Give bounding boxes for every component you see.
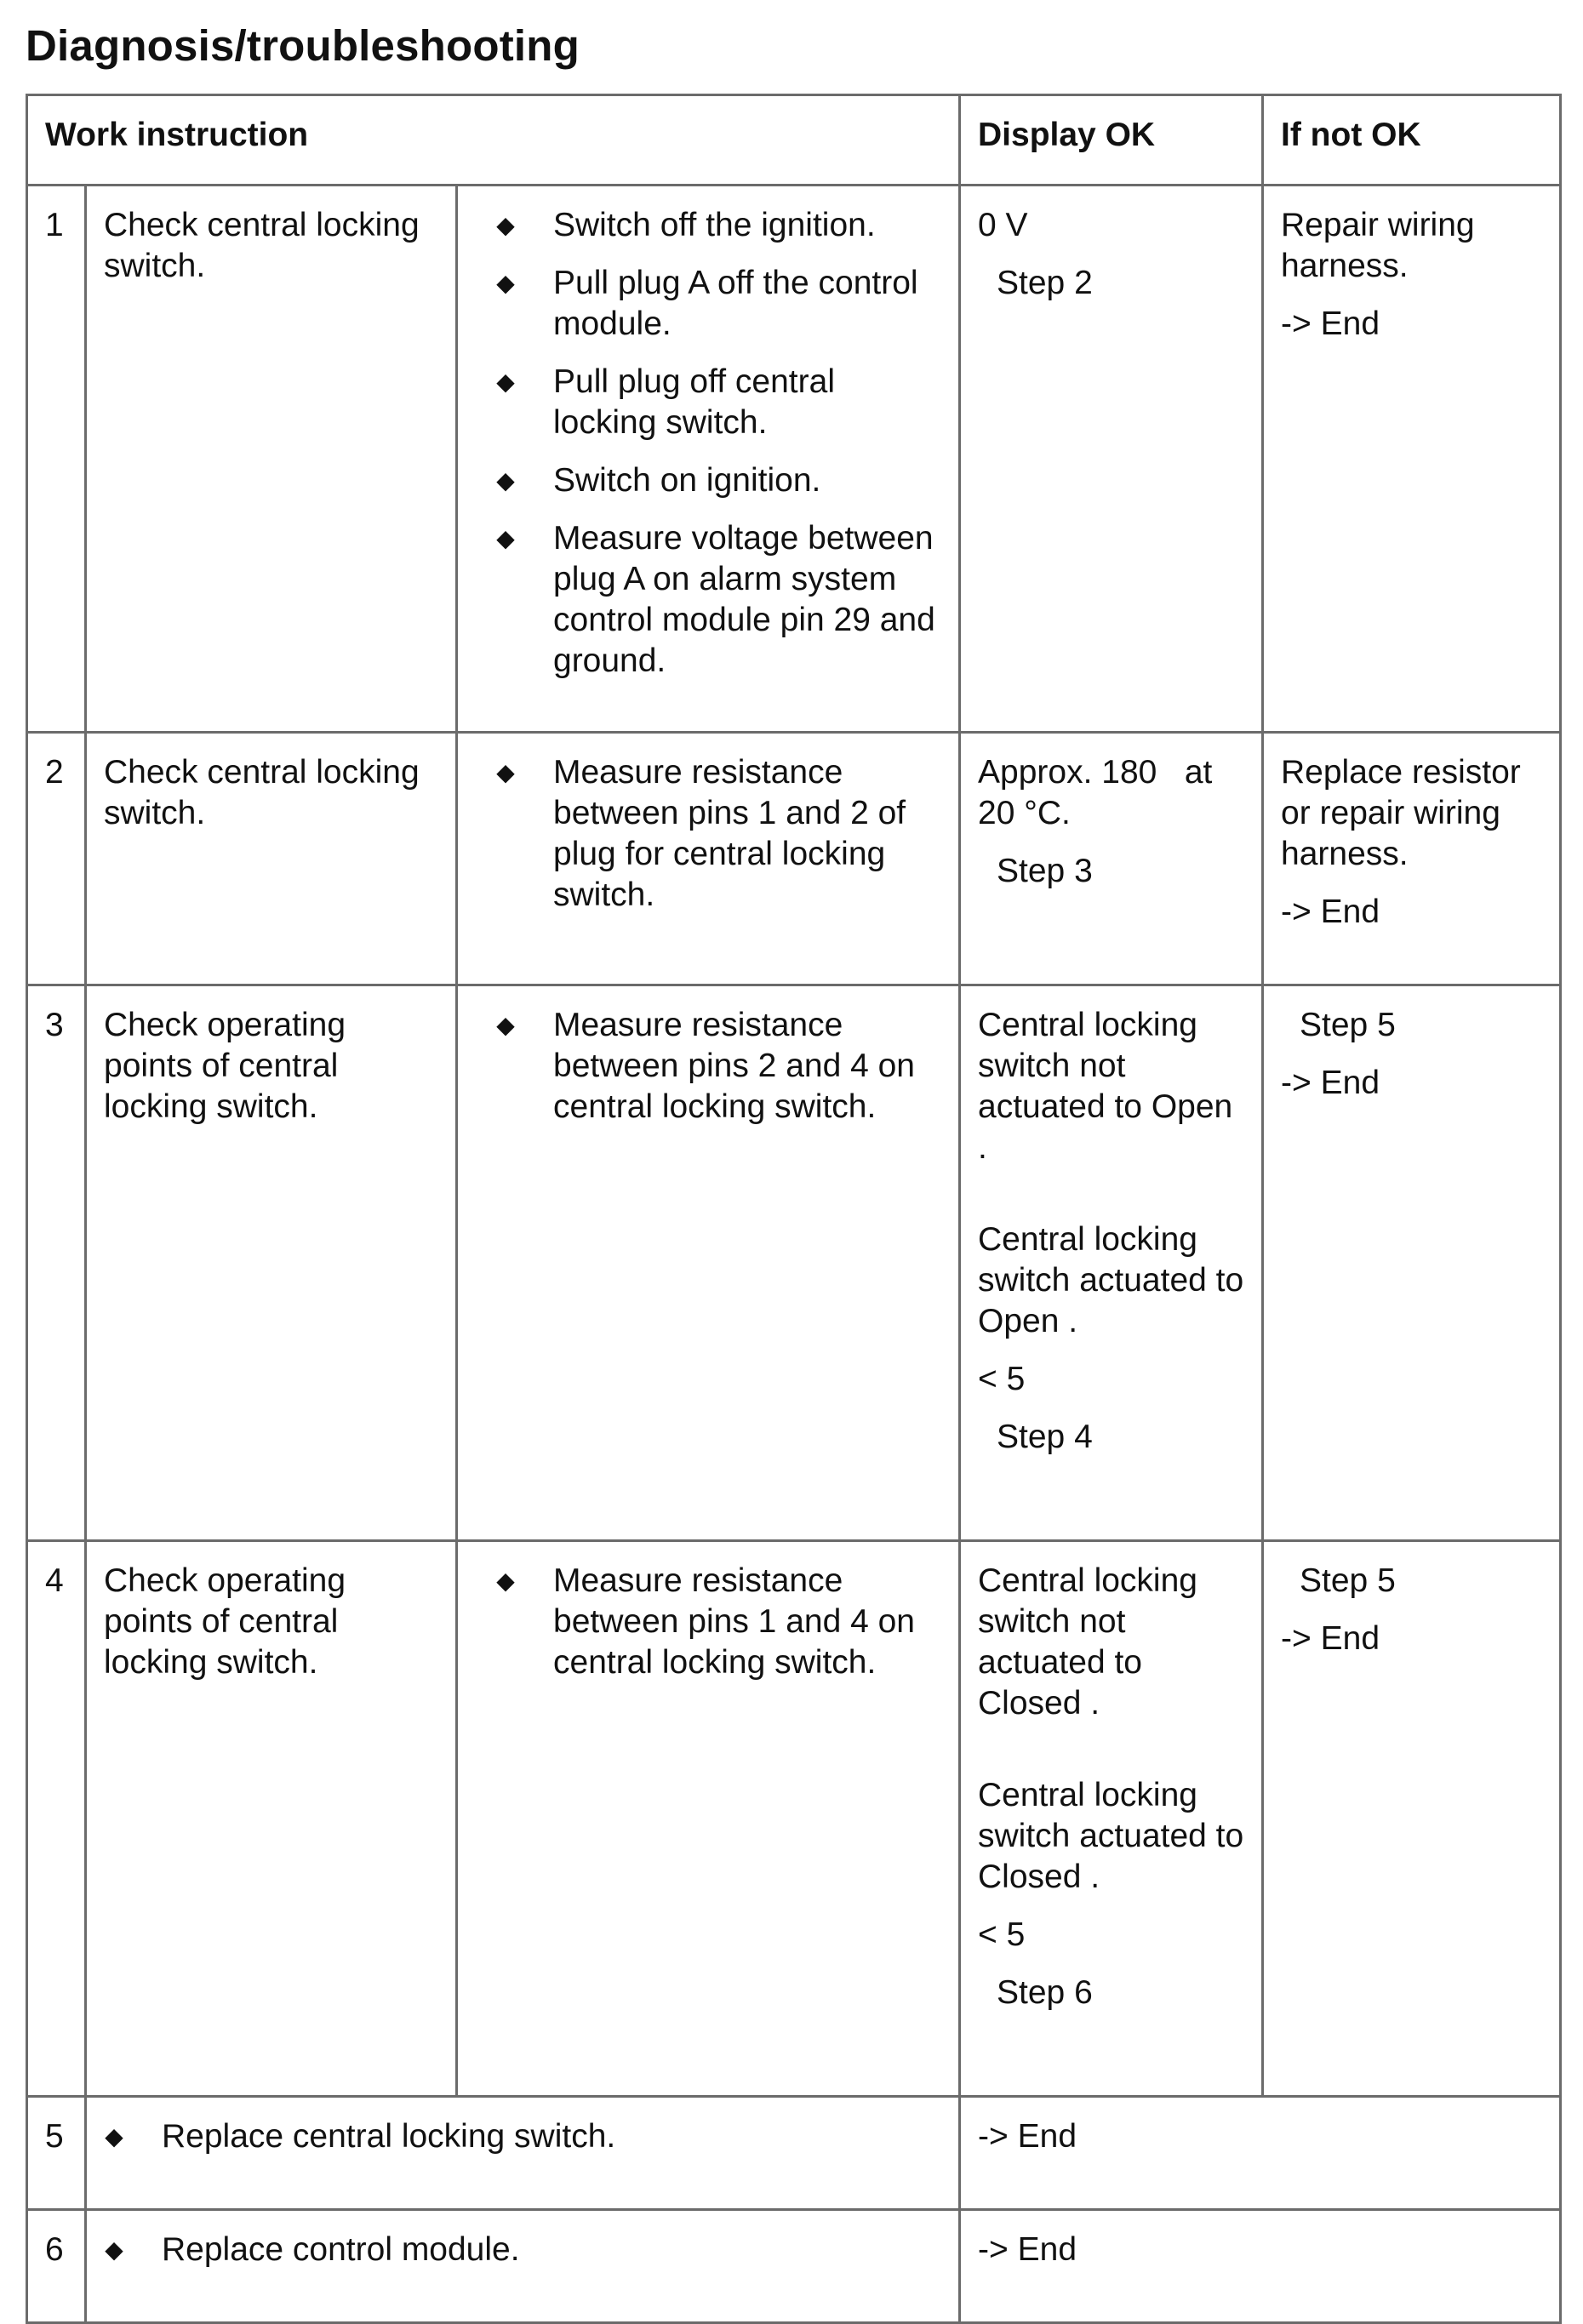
list-item: ◆ Pull plug A off the control module. [458, 263, 945, 345]
diamond-bullet-icon: ◆ [496, 525, 515, 551]
step-check: Check central locking switch. [86, 733, 457, 985]
table-row [27, 985, 1561, 1541]
diamond-bullet-icon: ◆ [496, 1012, 515, 1038]
diamond-bullet-icon: ◆ [105, 2236, 123, 2263]
diamond-bullet-icon: ◆ [496, 368, 515, 395]
step-result: -> End [960, 2097, 1561, 2210]
table-row [27, 2097, 1561, 2210]
diamond-bullet-icon: ◆ [496, 270, 515, 296]
list-item: ◆ Switch on ignition. [458, 460, 945, 501]
diamond-bullet-icon: ◆ [496, 759, 515, 785]
table-row [27, 2210, 1561, 2323]
step-check: Check operating points of central locking switch. [86, 985, 457, 1541]
display-ok-cell: Central locking switch not actuated to Open . Central locking switch actuated to Open . < 5 Step 4 [960, 985, 1263, 1541]
step-result: -> End [960, 2210, 1561, 2323]
list-item: ◆ Measure voltage between plug A on alarm system control module pin 29 and ground. [458, 518, 945, 682]
if-not-ok-cell: Replace resistor or repair wiring harness. -> End [1263, 733, 1561, 985]
step-action: ◆ Replace control module. [86, 2210, 960, 2323]
table-row [27, 733, 1561, 985]
if-not-ok-cell: Repair wiring harness. -> End [1263, 186, 1561, 733]
if-not-ok-cell: Step 5 -> End [1263, 985, 1561, 1541]
step-actions [457, 985, 960, 1541]
list-item: ◆ Measure resistance between pins 2 and 4 on central locking switch. [458, 1005, 945, 1128]
diamond-bullet-icon: ◆ [105, 2123, 123, 2150]
step-number: 6 [27, 2210, 86, 2323]
step-actions [457, 186, 960, 733]
table-row [27, 186, 1561, 733]
header-display-ok: Display OK [960, 95, 1263, 186]
display-ok-cell: Central locking switch not actuated to Closed . Central locking switch actuated to Closed . < 5 Step 6 [960, 1541, 1263, 2097]
list-item: ◆ Switch off the ignition. [458, 205, 945, 246]
diagnosis-table [26, 94, 1562, 2324]
diamond-bullet-icon: ◆ [496, 1567, 515, 1594]
step-number: 3 [27, 985, 86, 1541]
step-check: Check central locking switch. [86, 186, 457, 733]
step-actions [457, 733, 960, 985]
step-number: 5 [27, 2097, 86, 2210]
step-number: 2 [27, 733, 86, 985]
table-header-row [27, 95, 1561, 186]
diamond-bullet-icon: ◆ [496, 467, 515, 494]
page-title: Diagnosis/troubleshooting [26, 21, 580, 70]
header-if-not-ok: If not OK [1263, 95, 1561, 186]
table-row [27, 1541, 1561, 2097]
list-item: ◆ Pull plug off central locking switch. [458, 362, 945, 443]
step-number: 4 [27, 1541, 86, 2097]
if-not-ok-cell: Step 5 -> End [1263, 1541, 1561, 2097]
list-item: ◆ Measure resistance between pins 1 and 4 on central locking switch. [458, 1561, 945, 1683]
header-work-instruction: Work instruction [27, 95, 960, 186]
display-ok-cell: Approx. 180 at 20 °C. Step 3 [960, 733, 1263, 985]
diamond-bullet-icon: ◆ [496, 212, 515, 238]
step-check: Check operating points of central locking switch. [86, 1541, 457, 2097]
step-action: ◆ Replace central locking switch. [86, 2097, 960, 2210]
step-actions [457, 1541, 960, 2097]
display-ok-cell: 0 V Step 2 [960, 186, 1263, 733]
list-item: ◆ Measure resistance between pins 1 and 2 of plug for central locking switch. [458, 752, 945, 916]
step-number: 1 [27, 186, 86, 733]
